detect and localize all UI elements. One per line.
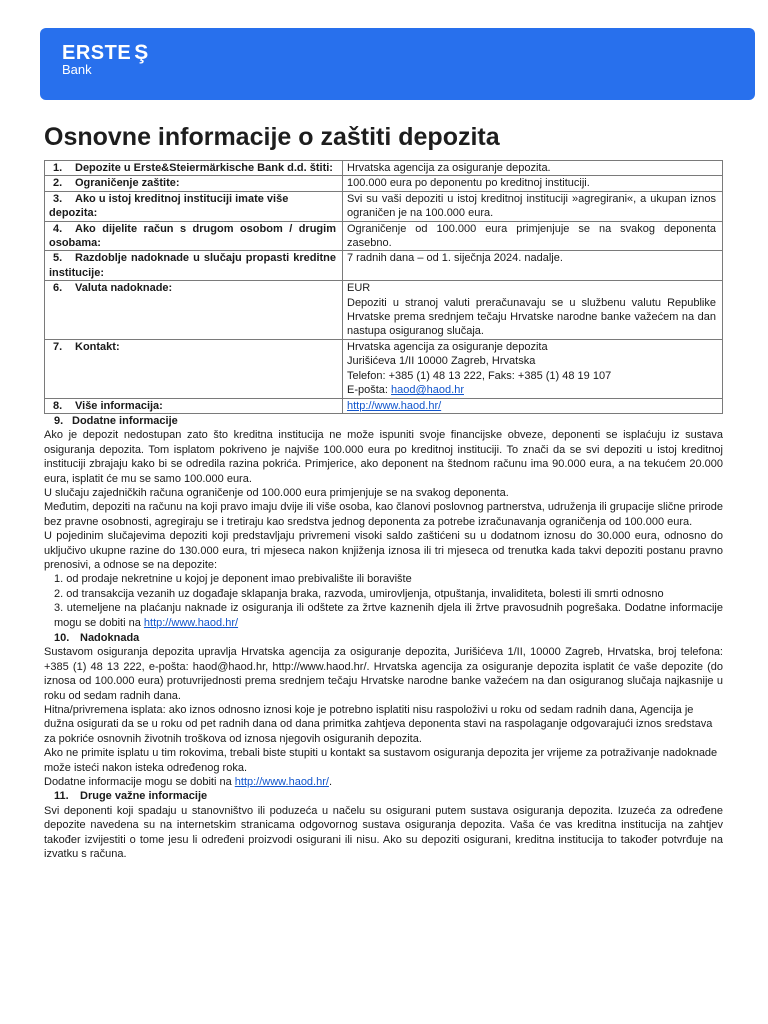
list-item: 3. utemeljene na plaćanju naknade iz osiguranja ili odštete za žrtve kaznenih djela ili žrtve pravosudnih pogrešaka. Dodatne informacije mogu se dobiti na http://www.haod.hr/ (54, 602, 723, 629)
page-title: Osnovne informacije o zaštiti depozita (44, 123, 500, 151)
list-item: 1. od prodaje nekretnine u kojoj je deponent imao prebivalište ili boravište (54, 573, 412, 586)
section-title-additional-info: 9. Dodatne informacije (54, 414, 178, 427)
row-value (343, 398, 723, 413)
row-label: 2. Ograničenje zaštite: (45, 176, 343, 191)
paragraph: Sustavom osiguranja depozita upravlja Hrvatska agencija za osiguranje depozita, Jurišićeva 1/II, 10000 Zagreb, Hrvatska, broj telefona: +385 (1) 48 13 222, e-pošta: haod@haod.hr, http://www.haod.hr/. Hrvatska agencija za osiguranje depozita isplatit će vaše depozite (do iznosa od 100.000 eura) protuvrijednosti prema srednjem tečaju Hrvatske narodne banke važećem na dan osiguranog slučaja najkasnije u roku od sedam radnih dana. (44, 646, 723, 702)
table-row (45, 221, 723, 251)
row-label: 4. Ako dijelite račun s drugom osobom / drugim osobama: (45, 221, 343, 251)
logo-wordmark: ERSTE (62, 42, 132, 64)
header-banner (40, 28, 755, 100)
erste-bank-logo[interactable] (62, 43, 149, 76)
row-value: Svi su vaši depoziti u istoj kreditnoj instituciji »agregirani«, a ukupan iznos ograničen je na 100.000 eura. (343, 191, 723, 221)
table-row (45, 161, 723, 176)
table-row (45, 281, 723, 340)
logo-subtitle: Bank (62, 62, 92, 77)
email-link[interactable]: haod@haod.hr (391, 384, 464, 397)
paragraph: Ako je depozit nedostupan zato što kreditna institucija ne može ispuniti svoje financijske obveze, deponenti se isplaćuju iz sustava osiguranja depozita. Tom isplatom pokriveno je najviše 100.000 eura po kreditnoj instituciji. To znači da se svi depoziti u istoj kreditnoj instituciji zbrajaju kako bi se odredila razina pokrića. Primjerice, ako deponent na štednom računu ima 90.000 eura, a na tekućem 20.000 eura, isplatit će mu se samo 100.000 eura. (44, 429, 723, 485)
paragraph: Ako ne primite isplatu u tim rokovima, trebali biste stupiti u kontakt sa sustavom osiguranja depozita jer vrijeme za potraživanje nadoknade može isteći nakon isteka određenog roka. (44, 747, 718, 774)
paragraph: Dodatne informacije mogu se dobiti na http://www.haod.hr/. (44, 776, 333, 789)
paragraph: Svi deponenti koji spadaju u stanovništvo ili poduzeća u načelu su osigurani putem sustava osiguranja depozita. Izuzeća za određene depozite navedena su na internetskim stranicama odgovornog sustava osiguranja depozita. Vaša će vas kreditna institucija na zahtjev također izvijestiti o tome jesu li određeni proizvodi osigurani ili nisu. Ako su depoziti osigurani, kreditna institucija to također potvrđuje na izvatku s računa. (44, 804, 723, 861)
list-item: 2. od transakcija vezanih uz događaje sklapanja braka, razvoda, umirovljenja, otpuštanja, invaliditeta, bolesti ili smrti odnosno (54, 587, 664, 600)
paragraph: U slučaju zajedničkih računa ograničenje od 100.000 eura primjenjuje se na svakog deponenta. (44, 486, 509, 499)
info-table (44, 160, 723, 414)
table-row (45, 251, 723, 281)
row-value: EUR Depoziti u stranoj valuti preračunavaju se u službenu valutu Republike Hrvatske prema srednjem tečaju Hrvatske narodne banke važećem na dan nastupa osiguranog slučaja. (343, 281, 723, 340)
section-title-compensation: 10. Nadoknada (54, 632, 140, 644)
row-label: 3. Ako u istoj kreditnoj instituciji imate više depozita: (45, 191, 343, 221)
erste-s-mark-icon: Ş (134, 41, 149, 64)
paragraph: U pojedinim slučajevima depoziti koji predstavljaju privremeni visoki saldo zaštićeni su u dodatnom iznosu do 30.000 eura, odnosno do uključivo ukupne razine do 130.000 eura, tri mjeseca nakon knjiženja iznosa ili tri mjeseca od trenutka kada takvi depoziti postanu pravno prenosivi, a odnose se na depozite: (44, 530, 723, 571)
document-body (44, 160, 723, 862)
row-value: Hrvatska agencija za osiguranje depozita Jurišićeva 1/II 10000 Zagreb, Hrvatska Telefon: +385 (1) 48 13 222, Faks: +385 (1) 48 19 107 E-pošta: haod@haod.hr (343, 339, 723, 398)
section-title-other-info: 11. Druge važne informacije (54, 790, 208, 803)
row-label: 1. Depozite u Erste&Steiermärkische Bank d.d. štiti: (45, 161, 343, 176)
table-row (45, 176, 723, 191)
haod-website-link[interactable]: http://www.haod.hr/ (143, 616, 239, 629)
haod-website-link[interactable]: http://www.haod.hr/ (234, 776, 329, 789)
row-label: 8. Više informacija: (45, 398, 343, 413)
row-label: 6. Valuta nadoknade: (45, 281, 343, 340)
paragraph: Međutim, depoziti na računu na koji pravo imaju dvije ili više osoba, kao članovi poslovnog partnerstva, udruženja ili grupacije slične prirode bez pravne osobnosti, agregiraju se i tretiraju kao sredstva jednog deponenta za potrebe izračunavanja ograničenja od 100.000 eura. (44, 501, 723, 528)
row-value: 7 radnih dana – od 1. siječnja 2024. nadalje. (343, 251, 723, 281)
paragraph: Hitna/privremena isplata: ako iznos odnosno iznosi koje je potrebno isplatiti nisu raspoloživi u roku od sedam radnih dana, Agencija je dužna osigurati da se u roku od pet radnih dana od dana primitka zahtjeva deponenta stavi na raspolaganje odgovarajući iznos sredstava za pokriće osnovnih životnih troškova od iznosa njegovih osiguranih depozita. (44, 704, 713, 745)
row-label: 5. Razdoblje nadoknade u slučaju propasti kreditne institucije: (45, 251, 343, 281)
deposit-cases-list (44, 572, 723, 630)
row-label: 7. Kontakt: (45, 339, 343, 398)
table-row (45, 339, 723, 398)
haod-website-link[interactable]: http://www.haod.hr/ (347, 399, 442, 412)
row-value: Hrvatska agencija za osiguranje depozita. (343, 161, 723, 176)
table-row (45, 191, 723, 221)
table-row (45, 398, 723, 413)
row-value: 100.000 eura po deponentu po kreditnoj instituciji. (343, 176, 723, 191)
row-value: Ograničenje od 100.000 eura primjenjuje se na svakog deponenta zasebno. (343, 221, 723, 251)
